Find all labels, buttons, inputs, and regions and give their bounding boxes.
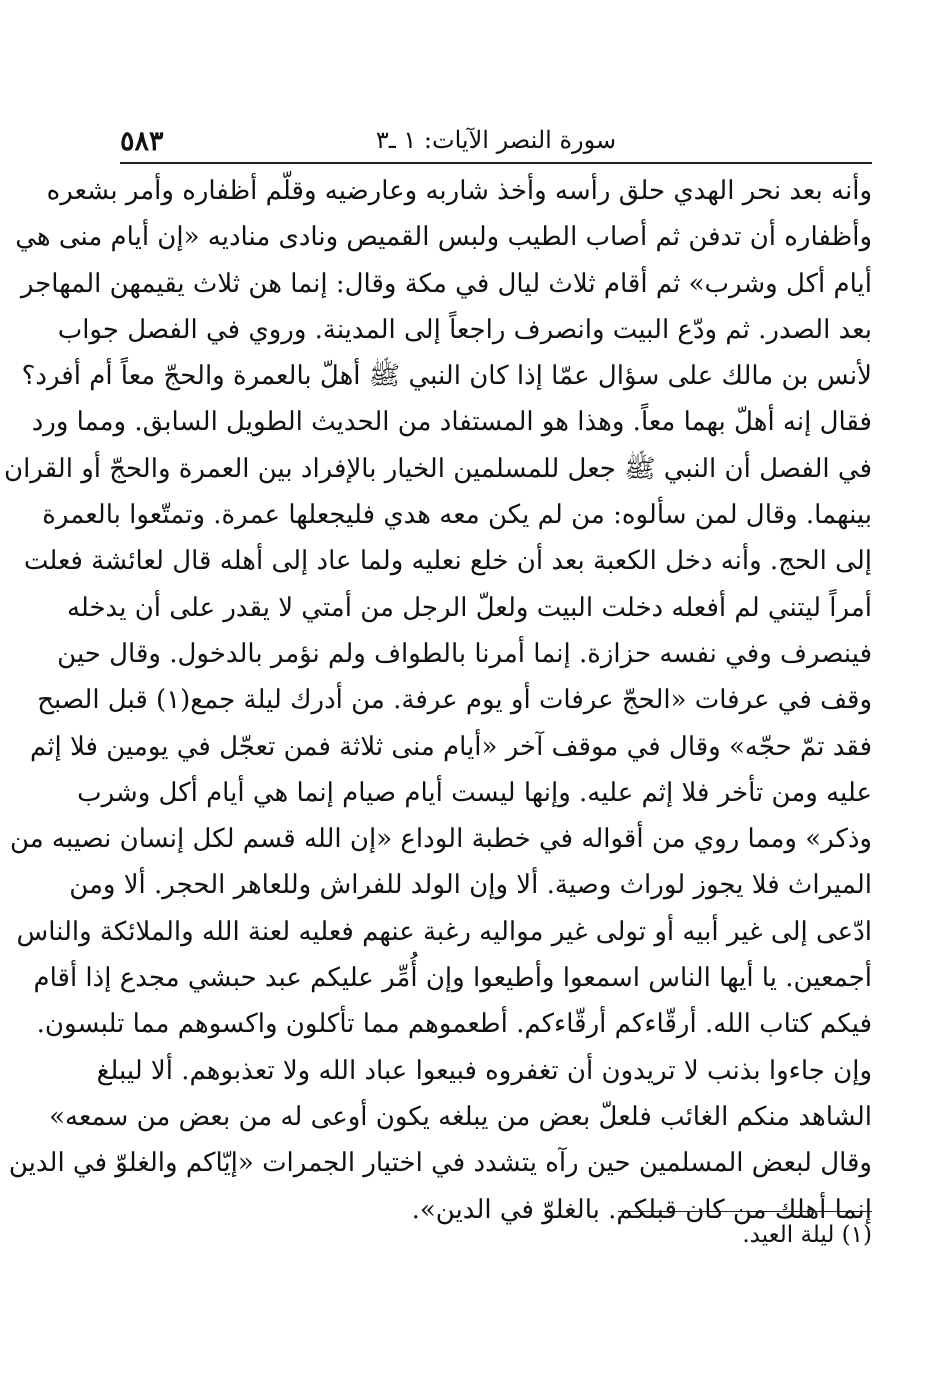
text-line: وأظفاره أن تدفن ثم أصاب الطيب ولبس القميص ونادى مناديه «إن أيام منى هي (15, 222, 872, 253)
text-line: وأنه بعد نحر الهدي حلق رأسه وأخذ شاربه وعارضيه وقلّم أظفاره وأمر بشعره (46, 176, 872, 206)
body-text (3, 168, 872, 1233)
text-line: وقف في عرفات «الحجّ عرفات أو يوم عرفة. من أدرك ليلة جمع(١) قبل الصبح (37, 685, 872, 716)
text-line: في الفصل أن النبي ﷺ جعل للمسلمين الخيار بالإفراد بين العمرة والحجّ أو القران (3, 453, 872, 484)
text-line: عليه ومن تأخر فلا إثم عليه. وإنها ليست أيام صيام إنما هي أيام أكل وشرب (77, 777, 872, 808)
text-line: فينصرف وفي نفسه حزازة. إنما أمرنا بالطواف ولم نؤمر بالدخول. وقال حين (57, 638, 872, 669)
text-line: لأنس بن مالك على سؤال عمّا إذا كان النبي ﷺ أهلّ بالعمرة والحجّ معاً أم أفرد؟ (21, 361, 872, 392)
text-line: فقال إنه أهلّ بهما معاً. وهذا هو المستفاد من الحديث الطويل السابق. ومما ورد (31, 407, 872, 438)
text-line: وإن جاءوا بذنب لا تريدون أن تغفروه فبيعوا عباد الله ولا تعذبوهم. ألا ليبلغ (96, 1055, 872, 1086)
text-line: وقال لبعض المسلمين حين رآه يتشدد في اختيار الجمرات «إيّاكم والغلوّ في الدين (8, 1148, 872, 1179)
header-rule (120, 162, 872, 164)
text-line: أيام أكل وشرب» ثم أقام ثلاث ليال في مكة وقال: إنما هن ثلاث يقيمهن المهاجر (20, 268, 872, 299)
text-line: أجمعين. يا أيها الناس اسمعوا وأطيعوا وإن أُمِّر عليكم عبد حبشي مجدع إذا أقام (33, 963, 872, 994)
text-line: أمراً ليتني لم أفعله دخلت البيت ولعلّ الرجل من أمتي لا يقدر على أن يدخله (66, 592, 872, 623)
text-line: إلى الحج. وأنه دخل الكعبة بعد أن خلع نعليه ولما عاد إلى أهله قال لعائشة فعلت (23, 546, 872, 577)
running-title: سورة النصر الآيات: ١ ـ٣ (375, 126, 617, 154)
text-line: ادّعى إلى غير أبيه أو تولى غير مواليه رغبة عنهم فعليه لعنة الله والملائكة والناس (16, 916, 872, 947)
text-line: فقد تمّ حجّه» وقال في موقف آخر «أيام منى ثلاثة فمن تعجّل في يومين فلا إثم (30, 731, 872, 762)
footnote: (١) ليلة العيد. (742, 1222, 872, 1248)
text-line: بعد الصدر. ثم ودّع البيت وانصرف راجعاً إلى المدينة. وروي في الفصل جواب (57, 314, 872, 345)
text-line: الشاهد منكم الغائب فلعلّ بعض من يبلغه يكون أوعى له من بعض من سمعه» (49, 1101, 872, 1132)
text-line: فيكم كتاب الله. أرقّاءكم أرقّاءكم. أطعموهم مما تأكلون واكسوهم مما تلبسون. (36, 1009, 872, 1040)
text-line: الميراث فلا يجوز لوراث وصية. ألا وإن الولد للفراش وللعاهر الحجر. ألا ومن (69, 870, 872, 901)
page-number: ٥٨٣ (120, 126, 164, 157)
footnote-rule (618, 1211, 872, 1212)
text-line: وذكر» ومما روي من أقواله في خطبة الوداع «إن الله قسم لكل إنسان نصيبه من (9, 824, 872, 855)
text-line: بينهما. وقال لمن سألوه: من لم يكن معه هدي فليجعلها عمرة. وتمتّعوا بالعمرة (42, 500, 872, 531)
page-header (120, 122, 872, 160)
text-line: إنما أهلك من كان قبلكم. بالغلوّ في الدين». (411, 1194, 872, 1225)
